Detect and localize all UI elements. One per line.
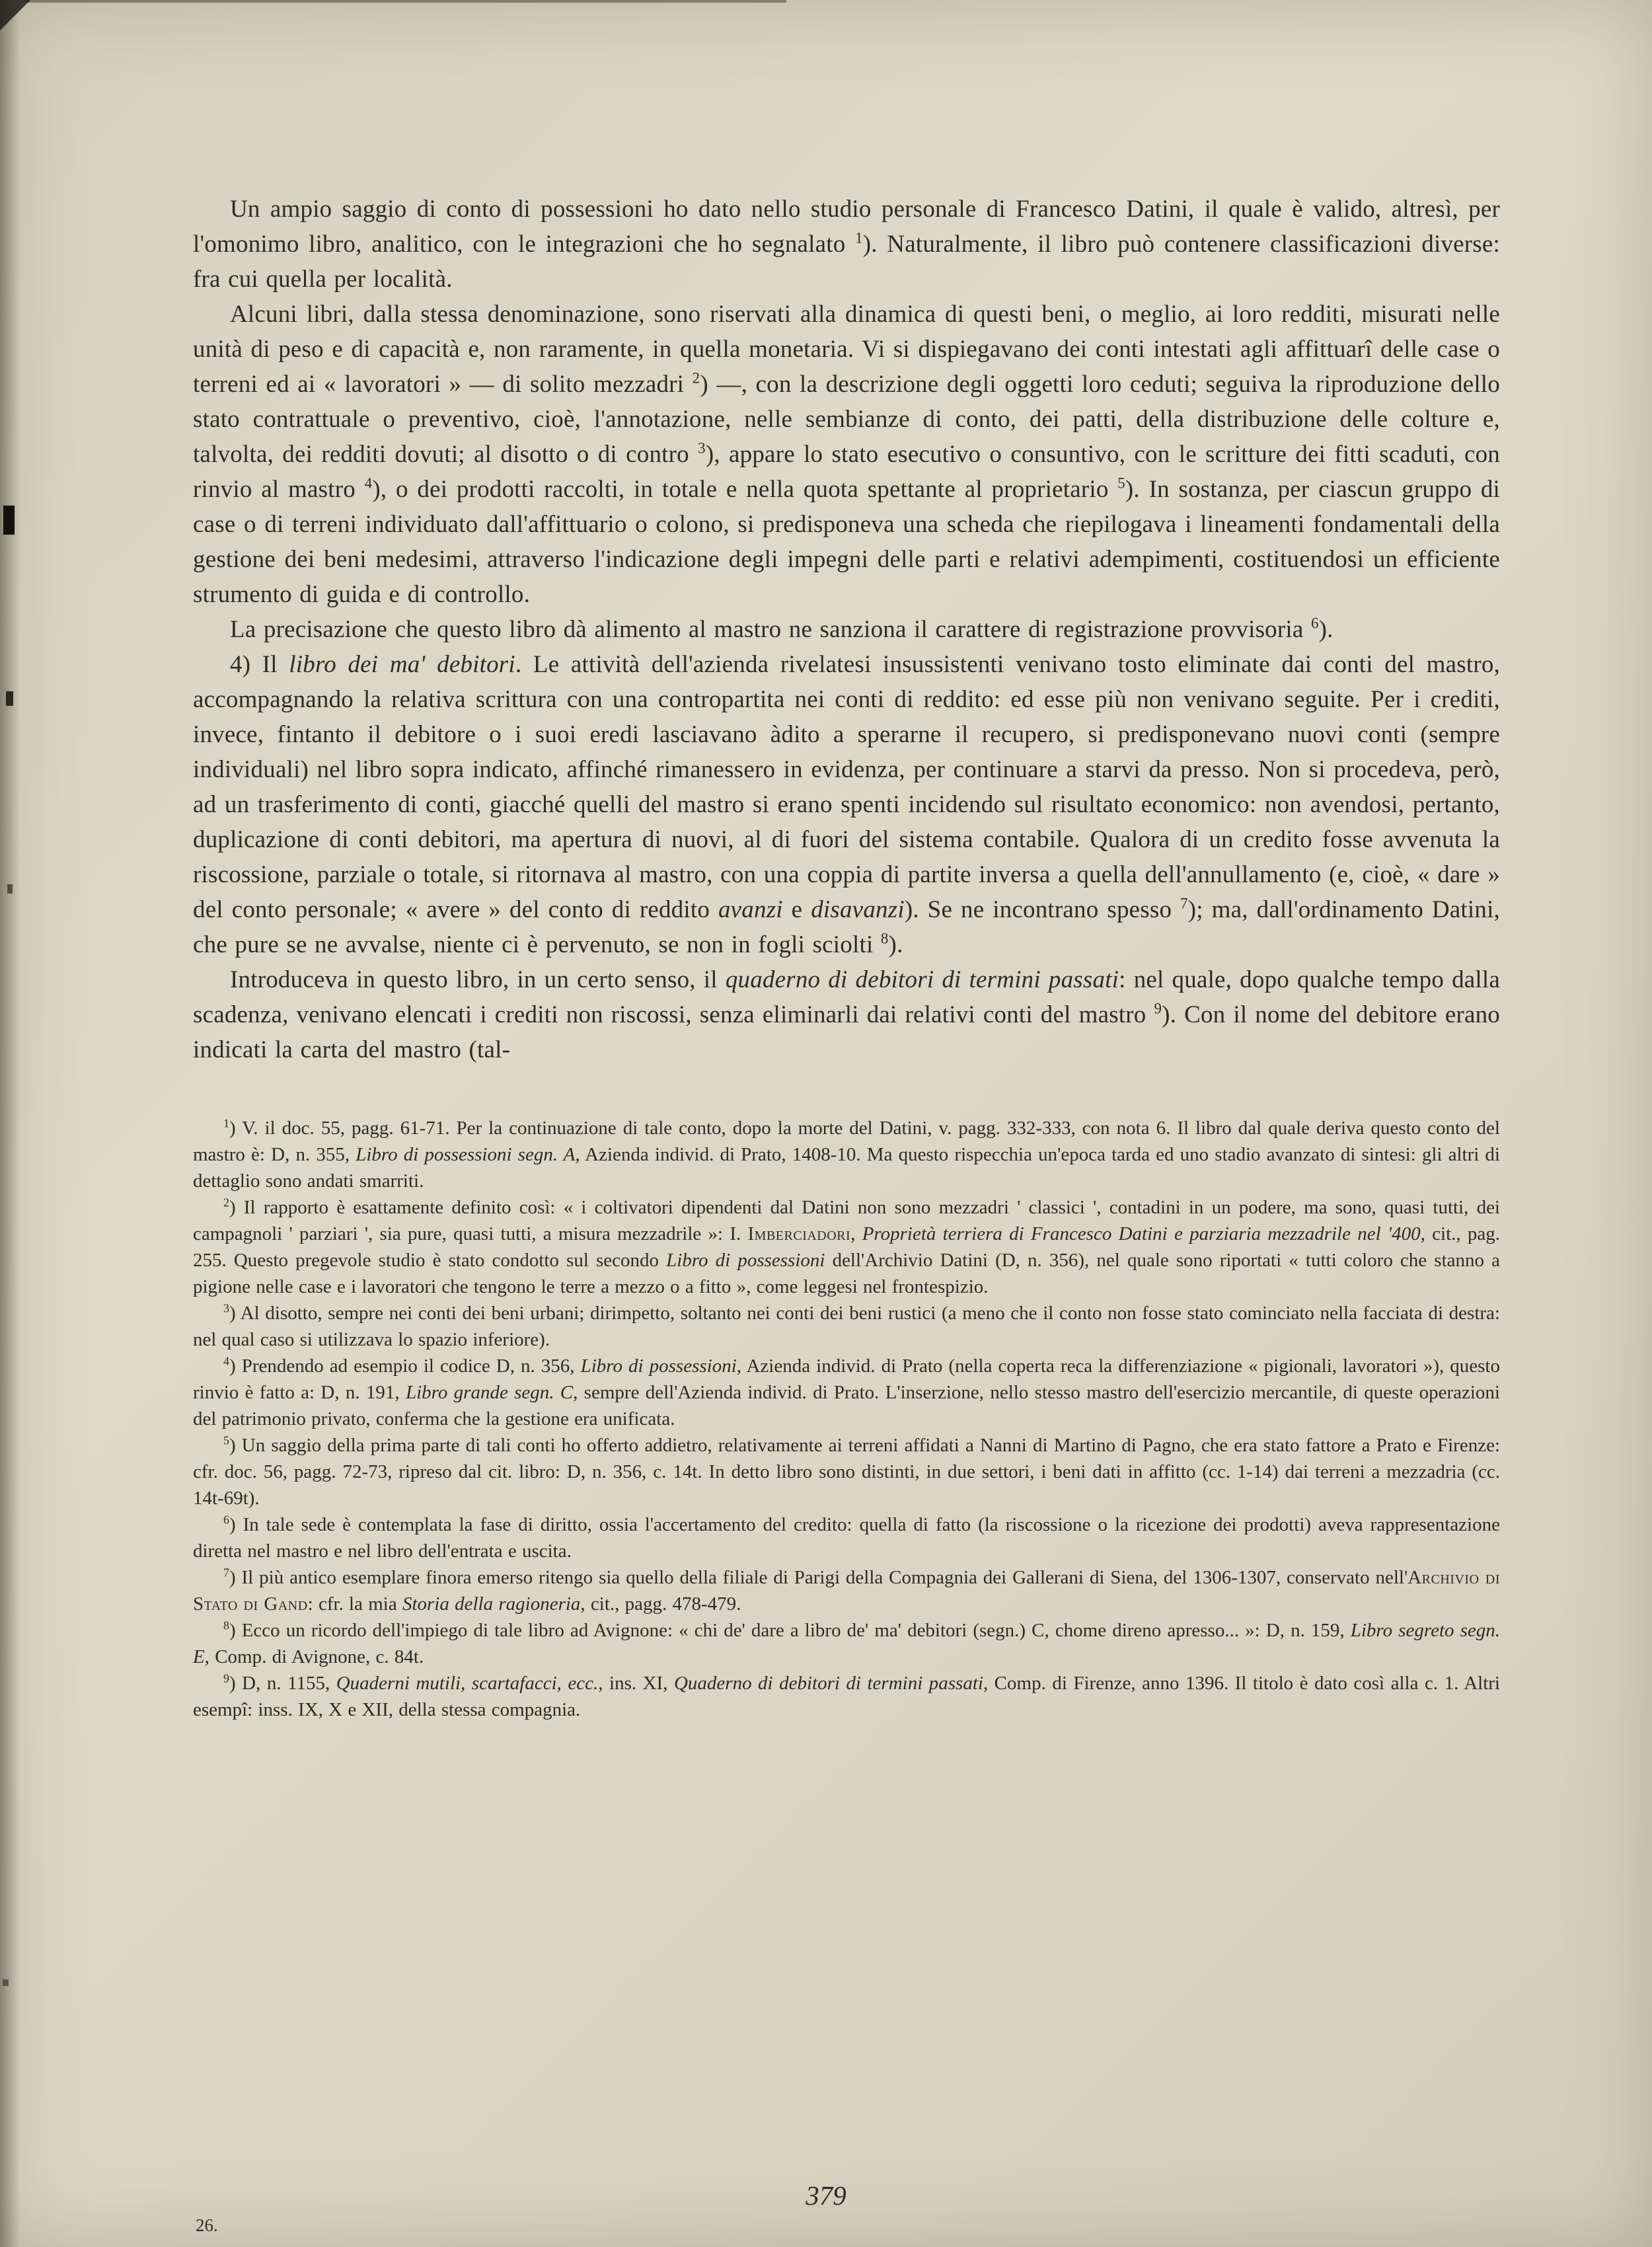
text-segment: , ins. XI, [598,1673,674,1694]
page-number: 379 [806,2180,846,2211]
footnote-reference: 2 [692,369,700,387]
text-segment: disavanzi [811,896,905,923]
page-top-edge-line [26,0,786,3]
text-segment: , [850,1223,862,1244]
binding-ink-mark [3,1979,9,1986]
footnote [193,1564,1500,1617]
text-segment: ) Prendendo ad esempio il codice D, n. 356, [229,1355,581,1377]
text-segment: ); ma, dall'ordinamento Datini, che pure se ne avvalse, niente ci è pervenuto, se non in fogli sciolti [193,896,1500,958]
binding-ink-mark [6,691,13,706]
footnote-reference: 6 [1310,615,1319,632]
text-segment: Quaderno di debitori di termini passati [673,1673,983,1694]
text-segment: avanzi [718,896,783,923]
text-segment: libro dei ma' debitori [289,651,515,678]
text-segment: , Comp. di Avignone, c. 84t. [204,1646,424,1667]
binding-ink-mark [3,506,15,535]
text-segment: ) Il rapporto è esattamente definito così: « i coltivatori dipendenti dal Datini non sono mezzadri ' classici ', contadini in un podere, ma sono, quasi tutti, dei campagnoli ' parziari ', sia pure, quasi tutti, a misura mezzadrile »: I. [193,1197,1500,1244]
footnote-reference: 6 [223,1513,229,1527]
text-segment: ). Se ne incontrano spesso [904,896,1181,923]
text-segment: ) Il più antico esemplare finora emerso ritengo sia quello della filiale di Parigi della Compagnia dei Gallerani di Siena, del 1306-1307, conservato nell' [229,1567,1408,1588]
text-segment: La precisazione che questo libro dà alimento al mastro ne sanziona il carattere di registrazione provvisoria [230,616,1311,643]
text-segment: , Azienda individ. di Prato (nella coperta reca la differenziazione « pigionali, lavoratori »), questo rinvio è fatto a: D, n. 191, [193,1355,1500,1403]
footnote [193,1353,1500,1432]
text-segment: ) In tale sede è contemplata la fase di diritto, ossia l'accertamento del credito: quella di fatto (la riscossione o la ricezione dei prodotti) aveva rappresentazione diretta nel mastro e nel libro dell'entrata e uscita. [193,1514,1500,1562]
text-segment: ) D, n. 1155, [229,1673,336,1694]
text-segment: ). Naturalmente, il libro può contenere classificazioni diverse: fra cui quella per località. [193,231,1500,293]
text-segment: ) —, con la descrizione degli oggetti loro ceduti; seguiva la riproduzione dello stato contrattuale o preventivo, cioè, l'annotazione, nelle sembianze di conto, dei patti, della distribuzione delle colture e, talvolta, dei redditi dovuti; al disotto o di contro [193,371,1500,468]
text-segment: ) V. il doc. 55, pagg. 61-71. Per la continuazione di tale conto, dopo la morte del Datini, v. pagg. 332-333, con nota 6. Il libro dal quale deriva questo conto del mastro è: D, n. 355, [193,1118,1500,1165]
body-paragraph [193,962,1500,1067]
text-segment: Quaderni mutili, scartafacci, ecc. [336,1673,599,1694]
text-segment: e [782,896,811,923]
text-segment: Azienda individ. di Prato, 1408-10. Ma questo rispecchia un'epoca tarda ed uno stadio avanzato di sintesi: gli altri di dettaglio sono andati smarriti. [193,1144,1500,1192]
text-segment: ). In sostanza, per ciascun gruppo di case o di terreni individuato dall'affittuario o colono, si predisponeva una scheda che riepilogava i lineamenti fondamentali della gestione dei beni medesimi, attraverso l'indicazione degli impegni delle parti e relativi adempimenti, costituendosi un efficiente strumento di guida e di controllo. [193,476,1501,608]
text-segment: ), o dei prodotti raccolti, in totale e nella quota spettante al proprietario [372,476,1118,503]
body-paragraph [193,612,1500,647]
body-paragraph [193,192,1500,297]
footnote-reference: 9 [1154,1000,1162,1017]
footnote-reference: 5 [1117,475,1125,492]
text-segment: , Comp. di Firenze, anno 1396. Il titolo è dato così alla c. 1. Altri esempî: inss. IX, X e XII, della stessa compagnia. [193,1673,1500,1720]
body-paragraph [193,647,1500,962]
text-segment: Libro di possessioni [580,1355,737,1377]
text-segment: dell'Archivio Datini (D, n. 356), nel quale sono riportati « tutti coloro che stanno a pigione nelle case e i lavoratori che tengono le terre a mezzo o a fitto », come leggesi nel frontespizio. [193,1250,1500,1297]
text-segment: Libro grande segn. C [405,1382,574,1403]
footnote [193,1617,1500,1670]
footnote [193,1115,1500,1194]
footnote [193,1194,1500,1300]
text-block [193,192,1500,1723]
text-segment: ) Ecco un ricordo dell'impiego di tale libro ad Avignone: « chi de' dare a libro de' ma' debitori (segn.) C, chome direno apresso... »: D, n. 159, [229,1620,1351,1641]
text-segment: Un ampio saggio di conto di possessioni ho dato nello studio personale di Francesco Datini, il quale è valido, altresì, per l'omonimo libro, analitico, con le integrazioni che ho segnalato [193,196,1500,258]
footnote-reference: 7 [1180,895,1188,912]
text-segment: Archivio di Stato di Gand [193,1567,1500,1615]
text-segment: Introduceva in questo libro, in un certo senso, il [230,966,726,993]
text-segment: ) Al disotto, sempre nei conti dei beni urbani; dirimpetto, soltanto nei conti dei beni rustici (a meno che il conto non fosse stato cominciato nella facciata di destra: nel qual caso si utilizzava lo spazio inferiore). [193,1303,1500,1350]
body-text [193,192,1500,1067]
text-segment: , cit., pag. 255. Questo pregevole studio è stato condotto sul secondo [193,1223,1501,1271]
footnote-reference: 3 [223,1301,229,1315]
text-segment: quaderno di debitori di termini passati [725,966,1119,993]
footnote [193,1670,1500,1723]
corner-scan-mark [0,0,30,30]
page-edge-shadow [0,0,20,2247]
text-segment: , sempre dell'Azienda individ. di Prato. L'inserzione, nello stesso mastro dell'esercizio mercantile, di queste operazioni del patrimonio privato, conferma che la gestione era unificata. [193,1382,1500,1429]
footnote-reference: 2 [223,1196,229,1209]
text-segment: Libro segreto segn. E [193,1620,1500,1667]
footnote [193,1511,1500,1564]
footnote-reference: 5 [223,1433,229,1447]
text-segment: : nel quale, dopo qualche tempo dalla scadenza, venivano elencati i crediti non riscossi, senza eliminarli dai relativi conti del mastro [193,966,1500,1028]
body-paragraph [193,297,1500,612]
text-segment: ). [888,931,903,958]
print-signature: 26. [196,2215,218,2235]
text-segment: Storia della ragioneria [402,1593,581,1615]
text-segment: Alcuni libri, dalla stessa denominazione, sono riservati alla dinamica di questi beni, o meglio, ai loro redditi, misurati nelle unità di peso e di capacità e, non raramente, in quella monetaria. Vi si dispiegavano dei conti intestati agli affittuarî delle case o terreni ed ai « lavoratori » — di solito mezzadri [193,301,1500,398]
footnote [193,1432,1500,1511]
text-segment: , cit., pagg. 478-479. [580,1593,741,1615]
binding-ink-mark [7,884,13,894]
footnote [193,1300,1500,1353]
footnotes [193,1115,1500,1723]
footnote-reference: 1 [855,229,863,247]
footnote-reference: 9 [223,1671,229,1685]
text-segment: ) Un saggio della prima parte di tali conti ho offerto addietro, relativamente ai terreni affidati a Nanni di Martino di Pagno, che era stato fattore a Prato e Firenze: cfr. doc. 56, pagg. 72-73, ripreso dal cit. libro: D, n. 356, c. 14t. In detto libro sono distinti, in due settori, i beni dati in affitto (cc. 1-14) dai terreni a mezzadria (cc. 14t-69t). [193,1435,1500,1509]
footnote-reference: 8 [880,930,889,947]
text-segment: ). [1318,616,1333,643]
text-segment: . Le attività dell'azienda rivelatesi insussistenti venivano tosto eliminate dai conti del mastro, accompagnando la relativa scrittura con una contropartita nei conti di reddito: ed esse più non venivano seguite. Per i crediti, invece, fintanto il debitore o i suoi eredi lasciavano àdito a sperarne il recupero, si predisponevano nuovi conti (sempre individuali) nel libro sopra indicato, affinché rimanessero in evidenza, per continuare a starvi da presso. Non si procedeva, però, ad un trasferimento di conti, giacché quelli del mastro si erano spenti incidendo sul risultato economico: non avendosi, pertanto, duplicazione di conti debitori, ma apertura di nuovi, al di fuori del sistema contabile. Qualora di un credito fosse avvenuta la riscossione, parziale o totale, si ritornava al mastro, con una coppia di partite inversa a quella dell'annullamento (e, cioè, « dare » del conto personale; « avere » del conto di reddito [193,651,1500,923]
text-segment: Proprietà terriera di Francesco Datini e parziaria mezzadrile nel '400 [862,1223,1421,1244]
footnote-reference: 8 [223,1619,229,1632]
footnote-reference: 7 [223,1566,229,1580]
footnote-reference: 4 [364,475,373,492]
text-segment: Libro di possessioni [666,1250,825,1271]
text-segment: 4) Il [230,651,289,678]
footnote-reference: 4 [223,1354,229,1368]
text-segment: Libro di possessioni segn. A, [356,1144,580,1165]
text-segment: ). Con il nome del debitore erano indicati la carta del mastro (tal- [193,1001,1500,1063]
text-segment: ), appare lo stato esecutivo o consuntivo, con le scritture dei fitti scaduti, con rinvio al mastro [193,441,1501,503]
text-segment: : cfr. la mia [307,1593,402,1615]
text-segment: Imberciadori [747,1223,851,1244]
footnote-reference: 1 [223,1116,229,1130]
footnote-reference: 3 [698,439,706,457]
